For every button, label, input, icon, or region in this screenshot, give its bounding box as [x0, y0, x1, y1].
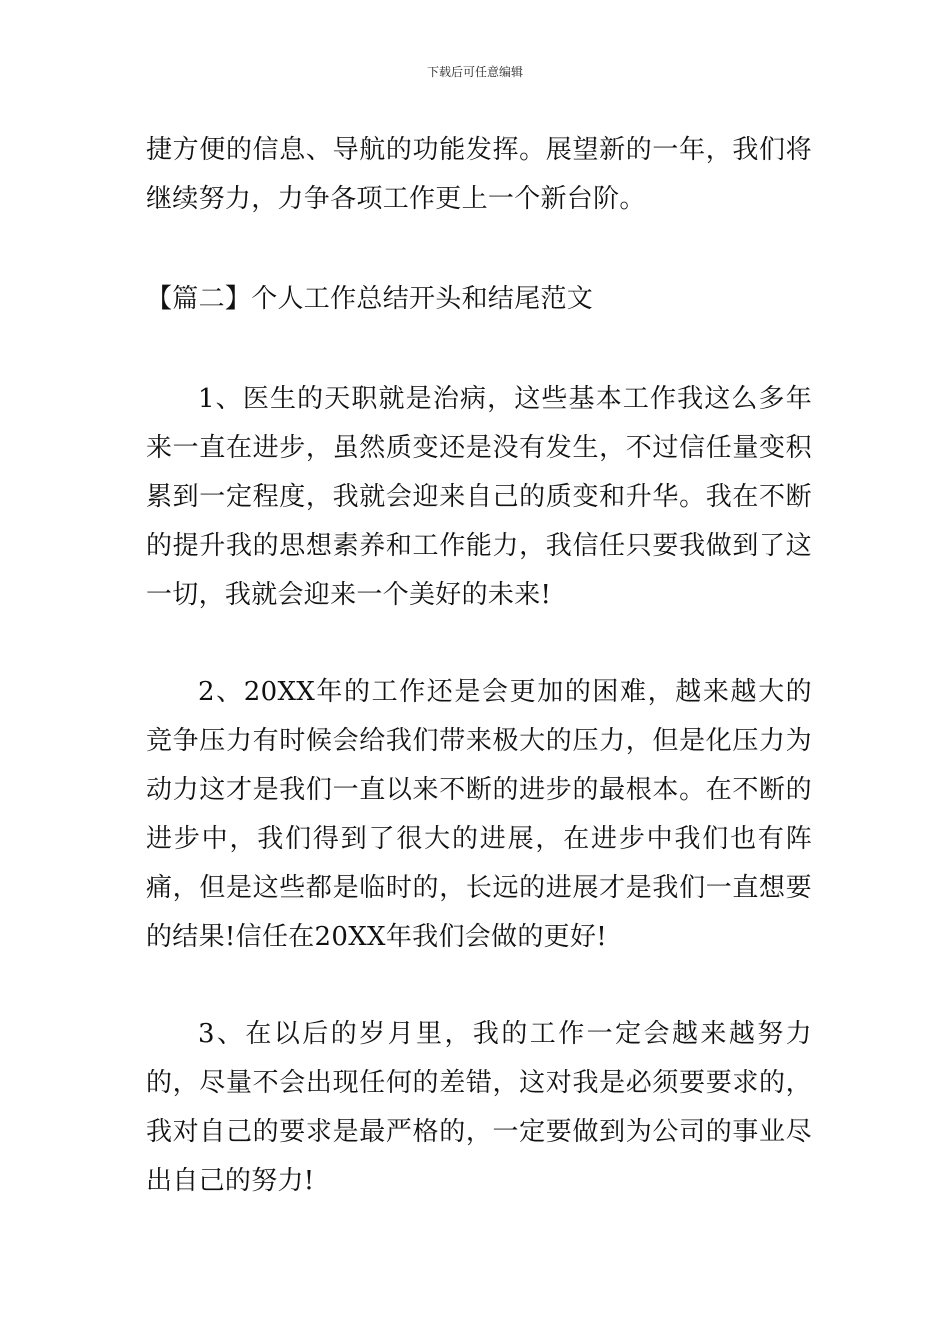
paragraph-2: 2、20XX年的工作还是会更加的困难，越来越大的竞争压力有时候会给我们带来极大的压力，但是化压力为动力这才是我们一直以来不断的进步的最根本。在不断的进步中，我们得到了很大的进展，在进步中我们也有阵痛，但是这些都是临时的，长远的进展才是我们一直想要的结果!信任在20XX年我们会做的更好! — [146, 677, 812, 952]
intro-paragraph: 捷方便的信息、导航的功能发挥。展望新的一年，我们将继续努力，力争各项工作更上一个新台阶。 — [146, 135, 812, 214]
section-title: 【篇二】个人工作总结开头和结尾范文 — [146, 284, 594, 314]
paragraph-1: 1、医生的天职就是治病，这些基本工作我这么多年来一直在进步，虽然质变还是没有发生，不过信任量变积累到一定程度，我就会迎来自己的质变和升华。我在不断的提升我的思想素养和工作能力，我信任只要我做到了这一切，我就会迎来一个美好的未来! — [146, 384, 812, 610]
document-body — [146, 126, 812, 1206]
paragraph-3: 3、在以后的岁月里，我的工作一定会越来越努力的，尽量不会出现任何的差错，这对我是必须要要求的，我对自己的要求是最严格的，一定要做到为公司的事业尽出自己的努力! — [146, 1019, 812, 1196]
page-header: 下载后可任意编辑 — [426, 65, 523, 79]
